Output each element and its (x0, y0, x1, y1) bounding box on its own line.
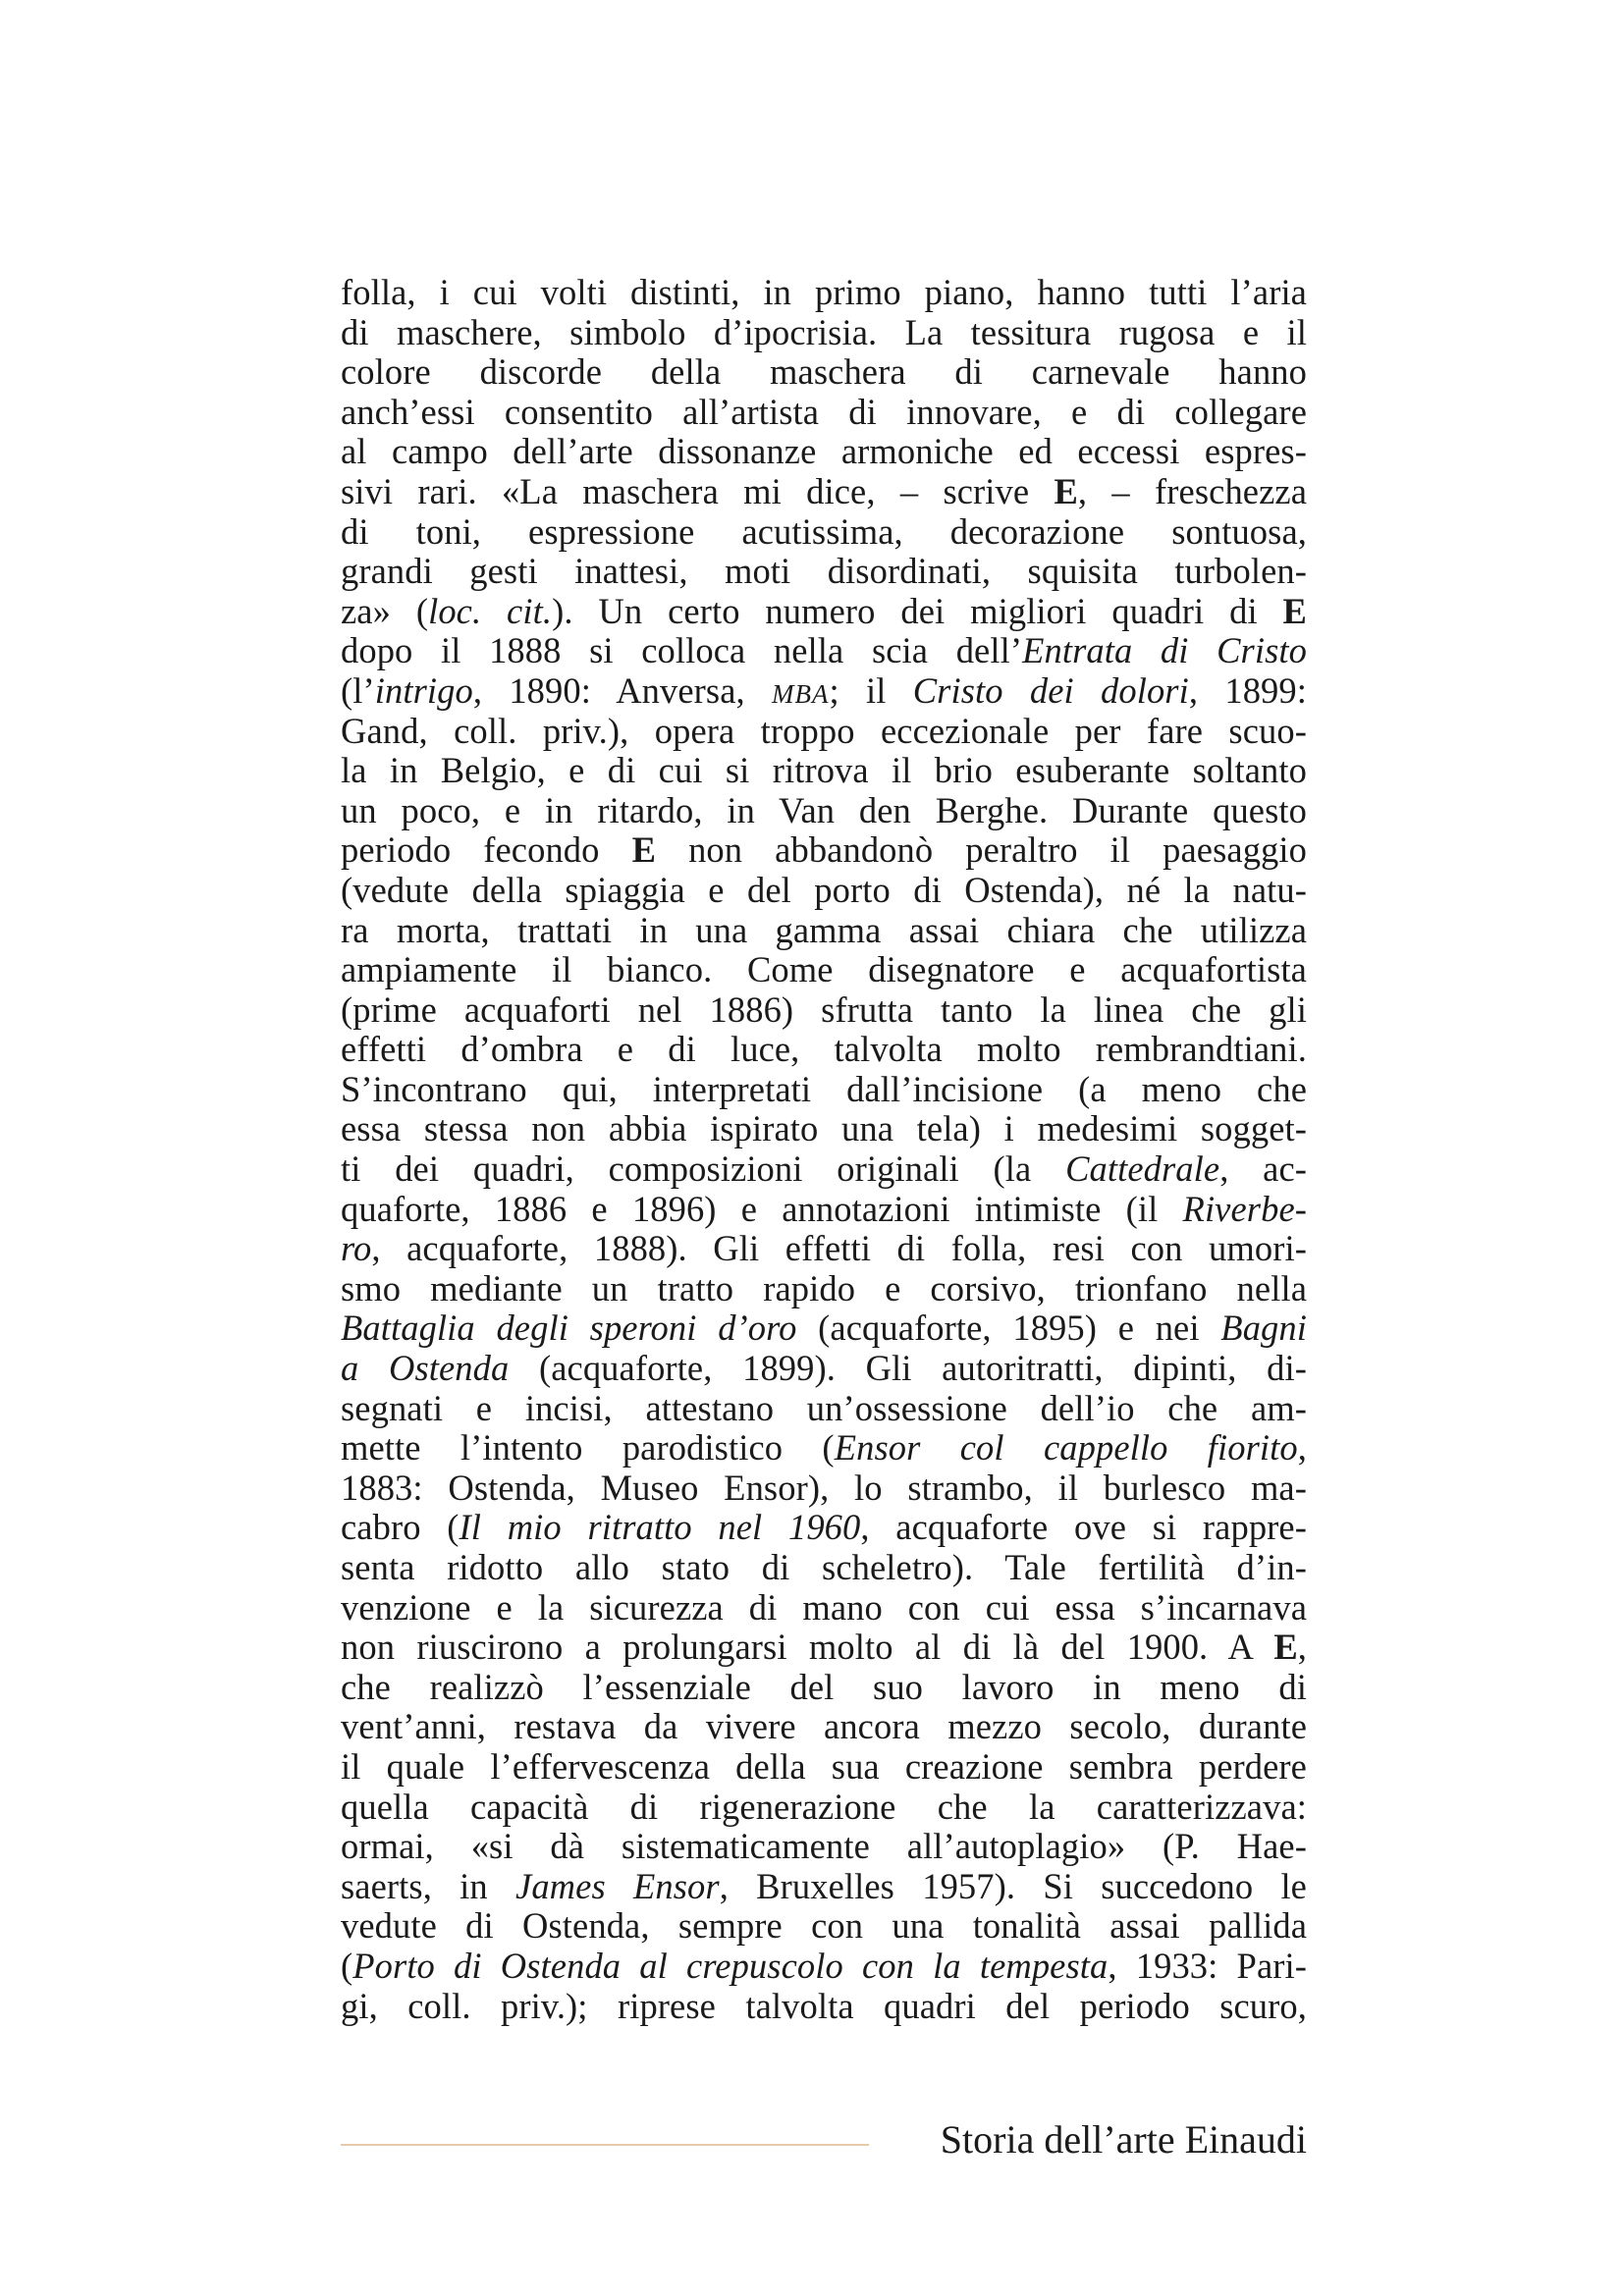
text-line (341, 1707, 1307, 1747)
text-segment: S’incontrano qui, interpretati dall’incisione (a meno che (341, 1069, 1307, 1109)
text-line (341, 472, 1307, 512)
text-line (341, 1428, 1307, 1468)
text-segment: ormai, «si dà sistematicamente all’autoplagio» (P. Hae- (341, 1827, 1307, 1867)
text-segment: quella capacità di rigenerazione che la caratterizzava: (341, 1787, 1307, 1827)
text-line (341, 631, 1307, 671)
bold-text: E (631, 830, 657, 871)
text-line (341, 1229, 1307, 1269)
italic-text: ro (341, 1229, 372, 1269)
text-line (341, 1588, 1307, 1629)
text-segment: ra morta, trattati in una gamma assai chiara che utilizza (341, 910, 1307, 950)
text-segment: , (1297, 1428, 1307, 1468)
text-segment: (vedute della spiaggia e del porto di Ostenda), né la natu- (341, 870, 1307, 910)
text-segment: grandi gesti inattesi, moti disordinati, squisita turbolen- (341, 552, 1307, 592)
text-segment: venzione e la sicurezza di mano con cui essa s’incarnava (341, 1587, 1307, 1628)
text-segment: za» ( (341, 591, 429, 631)
text-segment: al campo dell’arte dissonanze armoniche ed eccessi espres- (341, 432, 1307, 472)
text-line (341, 950, 1307, 990)
text-segment: saerts, in (341, 1866, 516, 1906)
bold-text: E (1282, 591, 1307, 631)
text-segment: che realizzò l’essenziale del suo lavoro in meno di (341, 1667, 1307, 1707)
text-segment: folla, i cui volti distinti, in primo piano, hanno tutti l’aria (341, 273, 1307, 312)
text-line (341, 352, 1307, 393)
text-segment: di toni, espressione acutissima, decorazione sontuosa, (341, 511, 1307, 552)
italic-text: intrigo (374, 670, 473, 711)
text-line (341, 791, 1307, 831)
text-line (341, 911, 1307, 951)
text-line (341, 1747, 1307, 1788)
text-line (341, 1269, 1307, 1309)
italic-text: Bagni (1220, 1308, 1307, 1349)
text-line (341, 712, 1307, 752)
italic-text: Ensor col cappello fiorito (834, 1428, 1298, 1468)
text-segment: cabro ( (341, 1508, 460, 1548)
text-line (341, 1468, 1307, 1509)
text-segment: quaforte, 1886 e 1896) e annotazioni intimiste (il (341, 1189, 1183, 1229)
text-line (341, 871, 1307, 911)
text-line (341, 1628, 1307, 1668)
italic-text: Porto di Ostenda al crepuscolo con la tempesta (352, 1946, 1109, 1986)
italic-text: Riverbe- (1182, 1189, 1307, 1229)
text-segment: dopo il 1888 si colloca nella scia dell’ (341, 631, 1023, 671)
body-text (341, 273, 1307, 2026)
text-line (341, 671, 1307, 712)
text-line (341, 751, 1307, 791)
italic-text: James Ensor (515, 1866, 720, 1906)
text-line (341, 1827, 1307, 1867)
text-segment: , (1297, 1628, 1307, 1668)
text-segment: ti dei quadri, composizioni originali (la (341, 1149, 1066, 1190)
text-line (341, 552, 1307, 592)
text-segment: il quale l’effervescenza della sua creazione sembra perdere (341, 1746, 1307, 1787)
text-segment: periodo fecondo (341, 830, 632, 871)
text-line (341, 1788, 1307, 1828)
text-segment: , 1899: (1188, 670, 1307, 711)
text-segment: mette l’intento parodistico ( (341, 1428, 835, 1468)
text-segment: , acquaforte ove si rappre- (860, 1508, 1307, 1548)
text-line (341, 432, 1307, 472)
text-segment: anch’essi consentito all’artista di innovare, e di collegare (341, 392, 1307, 432)
text-segment: , Bruxelles 1957). Si succedono le (719, 1866, 1307, 1906)
text-line (341, 1030, 1307, 1070)
italic-text: Entrata di Cristo (1022, 631, 1307, 671)
text-segment: segnati e incisi, attestano un’ossessione dell’io che am- (341, 1388, 1307, 1428)
text-line (341, 592, 1307, 632)
text-segment: , acquaforte, 1888). Gli effetti di folla, resi con umori- (371, 1229, 1307, 1269)
text-line (341, 990, 1307, 1031)
text-segment: senta ridotto allo stato di scheletro). Tale fertilità d’in- (341, 1548, 1307, 1587)
page-footer (341, 2110, 1307, 2169)
text-segment: colore discorde della maschera di carnevale hanno (341, 352, 1307, 393)
italic-text: loc. cit. (428, 591, 553, 631)
text-line (341, 1668, 1307, 1708)
text-line (341, 313, 1307, 353)
text-line (341, 1109, 1307, 1149)
text-segment: , 1890: Anversa, (472, 670, 773, 711)
text-line (341, 1349, 1307, 1389)
italic-text: Il mio ritratto nel 1960 (459, 1508, 861, 1548)
text-segment: smo mediante un tratto rapido e corsivo, trionfano nella (341, 1268, 1307, 1308)
footer-rule (341, 2144, 869, 2146)
text-segment: (acquaforte, 1895) e nei (796, 1308, 1221, 1349)
text-segment: sivi rari. «La maschera mi dice, – scrive (341, 471, 1055, 511)
text-line (341, 1947, 1307, 1987)
italic-text: Cristo dei dolori (912, 670, 1189, 711)
text-line (341, 1149, 1307, 1190)
text-line (341, 1867, 1307, 1907)
text-line (341, 1906, 1307, 1947)
text-segment: un poco, e in ritardo, in Van den Berghe. Durante questo (341, 790, 1307, 830)
text-line (341, 1987, 1307, 2027)
text-segment: ( (341, 1946, 353, 1986)
text-segment: (prime acquaforti nel 1886) sfrutta tanto la linea che gli (341, 989, 1307, 1030)
text-line (341, 830, 1307, 871)
small-caps-text: MBA (772, 678, 830, 709)
text-segment: 1883: Ostenda, Museo Ensor), lo strambo, il burlesco ma- (341, 1468, 1307, 1508)
bold-text: E (1054, 471, 1078, 511)
text-segment: ; il (829, 670, 913, 711)
text-line (341, 1508, 1307, 1548)
text-segment: gi, coll. priv.); riprese talvolta quadri del periodo scuro, (341, 1986, 1307, 2026)
text-segment: non riuscirono a prolungarsi molto al di là del 1900. A (341, 1628, 1274, 1668)
text-line (341, 1190, 1307, 1230)
text-segment: ). Un certo numero dei migliori quadri di (552, 591, 1283, 631)
text-segment: , 1933: Pari- (1108, 1946, 1307, 1986)
text-segment: (acquaforte, 1899). Gli autoritratti, dipinti, di- (509, 1349, 1307, 1389)
bold-text: E (1273, 1628, 1298, 1668)
italic-text: Battaglia degli speroni d’oro (341, 1308, 797, 1349)
text-segment: Gand, coll. priv.), opera troppo eccezionale per fare scuo- (341, 711, 1307, 751)
text-segment: vent’anni, restava da vivere ancora mezzo secolo, durante (341, 1707, 1307, 1747)
text-line (341, 273, 1307, 313)
footer-title: Storia dell’arte Einaudi (940, 2117, 1307, 2162)
text-segment: ampiamente il bianco. Come disegnatore e acquafortista (341, 950, 1307, 990)
italic-text: a Ostenda (341, 1349, 510, 1389)
text-segment: di maschere, simbolo d’ipocrisia. La tessitura rugosa e il (341, 312, 1307, 352)
text-segment: , – freschezza (1077, 471, 1307, 511)
text-line (341, 1308, 1307, 1349)
text-segment: effetti d’ombra e di luce, talvolta molto rembrandtiani. (341, 1030, 1307, 1070)
text-segment: vedute di Ostenda, sempre con una tonalità assai pallida (341, 1906, 1307, 1947)
text-segment: la in Belgio, e di cui si ritrova il brio esuberante soltanto (341, 751, 1307, 791)
text-line (341, 393, 1307, 433)
text-segment: essa stessa non abbia ispirato una tela) i medesimi sogget- (341, 1109, 1307, 1149)
text-line (341, 1389, 1307, 1429)
text-segment: , ac- (1219, 1149, 1307, 1190)
text-line (341, 1548, 1307, 1588)
text-line (341, 1070, 1307, 1110)
text-line (341, 512, 1307, 553)
text-segment: (l’ (341, 670, 375, 711)
italic-text: Cattedrale (1065, 1149, 1220, 1190)
text-segment: non abbandonò peraltro il paesaggio (656, 830, 1307, 871)
